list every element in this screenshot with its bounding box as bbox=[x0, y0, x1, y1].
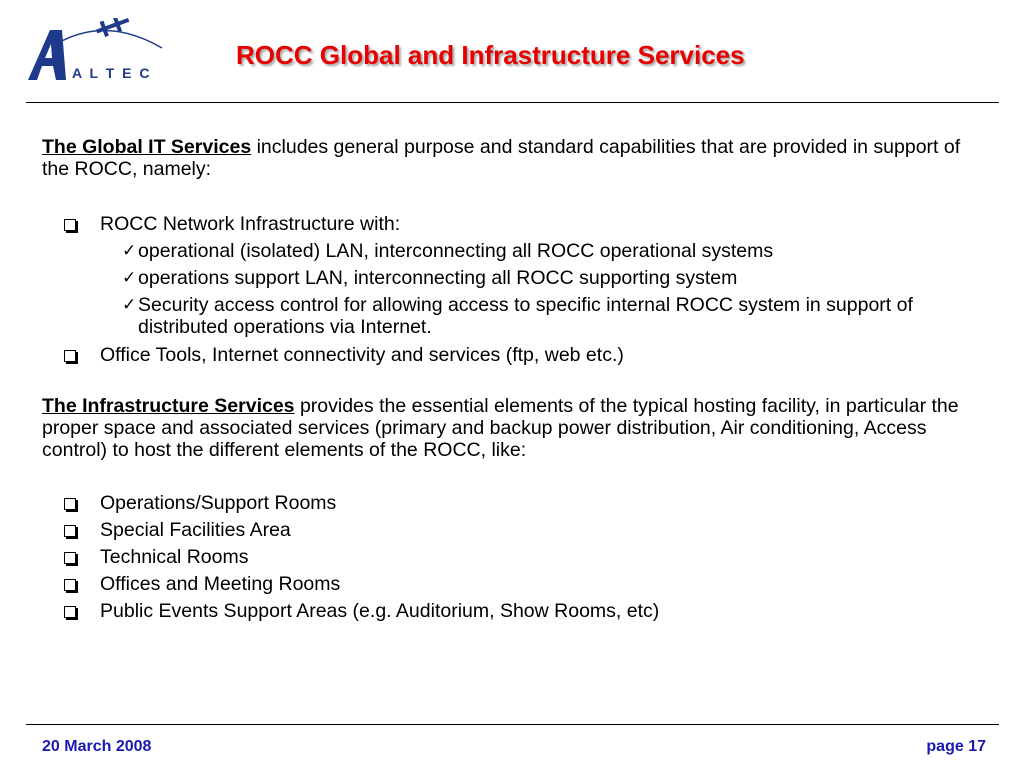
logo-text: A L T E C bbox=[72, 65, 152, 81]
checkbox-bullet-icon bbox=[64, 350, 76, 362]
infrastructure-paragraph bbox=[42, 395, 992, 461]
list-item bbox=[42, 267, 992, 289]
network-checklist bbox=[42, 240, 992, 338]
checkmark-icon: ✓ bbox=[122, 268, 137, 287]
checkbox-bullet-icon bbox=[64, 219, 76, 231]
checkmark-icon: ✓ bbox=[122, 295, 137, 314]
checkbox-bullet-icon bbox=[64, 525, 76, 537]
bullet-label: Operations/Support Rooms bbox=[100, 492, 337, 514]
bullet-label: Public Events Support Areas (e.g. Auditorium, Show Rooms, etc) bbox=[100, 600, 660, 622]
slide-content bbox=[42, 136, 992, 625]
infrastructure-lead: The Infrastructure Services bbox=[42, 395, 295, 417]
infrastructure-bullets bbox=[42, 490, 992, 625]
bullet-label: Special Facilities Area bbox=[100, 519, 291, 541]
checkbox-bullet-icon bbox=[64, 579, 76, 591]
list-item bbox=[42, 342, 992, 369]
check-label: operations support LAN, interconnecting all ROCC supporting system bbox=[138, 267, 738, 289]
page-title: ROCC Global and Infrastructure Services bbox=[236, 40, 745, 70]
checkbox-bullet-icon bbox=[64, 606, 76, 618]
footer-date: 20 March 2008 bbox=[42, 738, 152, 755]
header-divider bbox=[26, 102, 999, 103]
global-it-paragraph bbox=[42, 136, 992, 180]
global-it-bullets bbox=[42, 211, 992, 238]
list-item bbox=[42, 571, 992, 598]
checkbox-bullet-icon bbox=[64, 498, 76, 510]
list-item bbox=[42, 211, 992, 238]
checkbox-bullet-icon bbox=[64, 552, 76, 564]
bullet-label: ROCC Network Infrastructure with: bbox=[100, 213, 401, 235]
altec-logo-graphic bbox=[22, 18, 172, 88]
check-label: operational (isolated) LAN, interconnecting all ROCC operational systems bbox=[138, 240, 774, 262]
checkmark-icon: ✓ bbox=[122, 241, 137, 260]
global-it-lead: The Global IT Services bbox=[42, 136, 252, 158]
global-it-bullets-2 bbox=[42, 342, 992, 369]
list-item bbox=[42, 240, 992, 262]
footer-divider bbox=[26, 724, 999, 725]
bullet-label: Office Tools, Internet connectivity and services (ftp, web etc.) bbox=[100, 344, 624, 366]
bullet-label: Offices and Meeting Rooms bbox=[100, 573, 341, 595]
check-label: Security access control for allowing access to specific internal ROCC system in support of distributed operations via Internet. bbox=[138, 294, 913, 338]
list-item bbox=[42, 517, 992, 544]
list-item bbox=[42, 544, 992, 571]
bullet-label: Technical Rooms bbox=[100, 546, 249, 568]
altec-logo bbox=[22, 18, 172, 88]
list-item bbox=[42, 294, 992, 338]
infrastructure-text: provides the essential elements of the typical hosting facility, in particular the proper space and associated services (primary and backup power distribution, Air conditioning, Access control) to host the different elements of the ROCC, like: bbox=[42, 395, 959, 461]
list-item bbox=[42, 598, 992, 625]
footer-page-number: page 17 bbox=[926, 738, 986, 755]
list-item bbox=[42, 490, 992, 517]
global-it-text: includes general purpose and standard capabilities that are provided in support of the ROCC, namely: bbox=[42, 136, 961, 180]
